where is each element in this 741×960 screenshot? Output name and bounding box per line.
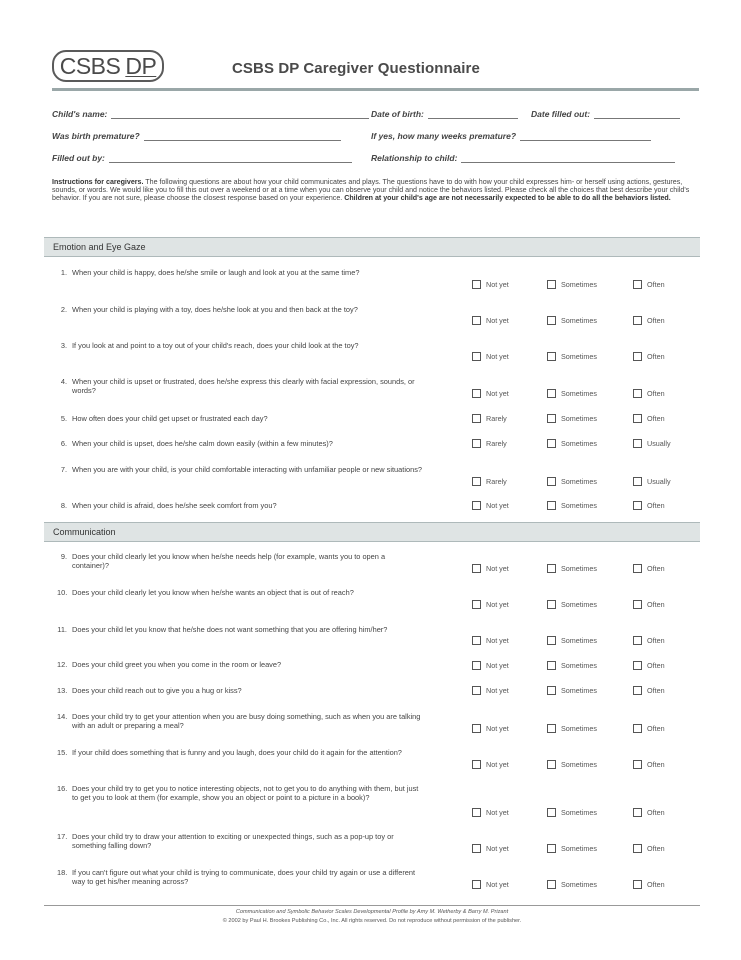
answer-option[interactable] bbox=[547, 477, 597, 486]
answer-option[interactable] bbox=[472, 724, 509, 733]
relationship-line[interactable] bbox=[461, 153, 675, 163]
checkbox[interactable] bbox=[633, 724, 642, 733]
question-number: 2. bbox=[60, 305, 67, 314]
option-label: Sometimes bbox=[561, 501, 597, 510]
question-text: Does your child try to draw your attention to exciting or unexpected things, such as a pop-up toy or something falling down? bbox=[72, 832, 394, 851]
checkbox[interactable] bbox=[472, 600, 481, 609]
checkbox[interactable] bbox=[633, 808, 642, 817]
answer-option[interactable] bbox=[472, 414, 507, 423]
answer-option[interactable] bbox=[547, 600, 597, 609]
option-label: Not yet bbox=[486, 600, 509, 609]
footer-copyright: © 2002 by Paul H. Brookes Publishing Co., Inc. All rights reserved. Do not reproduce without permission of the publisher. bbox=[222, 918, 522, 924]
answer-option[interactable] bbox=[633, 600, 665, 609]
answer-option[interactable] bbox=[472, 564, 509, 573]
option-label: Not yet bbox=[486, 808, 509, 817]
checkbox[interactable] bbox=[472, 477, 481, 486]
date-filled-line[interactable] bbox=[594, 109, 680, 119]
option-label: Sometimes bbox=[561, 686, 597, 695]
answer-option[interactable] bbox=[633, 477, 671, 486]
option-label: Often bbox=[647, 661, 665, 670]
answer-option[interactable] bbox=[472, 389, 509, 398]
child-name-field[interactable] bbox=[52, 109, 369, 119]
answer-option[interactable] bbox=[547, 501, 597, 510]
weeks-premature-line[interactable] bbox=[520, 131, 651, 141]
answer-option[interactable] bbox=[633, 280, 665, 289]
option-label: Not yet bbox=[486, 880, 509, 889]
answer-option[interactable] bbox=[547, 389, 597, 398]
option-label: Often bbox=[647, 844, 665, 853]
question-number: 9. bbox=[60, 552, 67, 561]
option-label: Sometimes bbox=[561, 600, 597, 609]
answer-option[interactable] bbox=[633, 760, 665, 769]
question-number: 5. bbox=[60, 414, 67, 423]
answer-option[interactable] bbox=[547, 439, 597, 448]
answer-option[interactable] bbox=[547, 352, 597, 361]
question-text: When you are with your child, is your child comfortable interacting with unfamiliar people or new situations? bbox=[72, 465, 422, 474]
checkbox[interactable] bbox=[472, 352, 481, 361]
footer-rule bbox=[44, 905, 700, 906]
answer-option[interactable] bbox=[472, 760, 509, 769]
answer-option[interactable] bbox=[472, 501, 509, 510]
answer-option[interactable] bbox=[633, 636, 665, 645]
option-label: Often bbox=[647, 389, 665, 398]
answer-option[interactable] bbox=[633, 686, 665, 695]
section-title: Communication bbox=[53, 527, 116, 537]
logo-dp: DP bbox=[125, 52, 157, 79]
date-filled-label: Date filled out: bbox=[531, 109, 591, 119]
option-label: Sometimes bbox=[561, 439, 597, 448]
option-label: Not yet bbox=[486, 760, 509, 769]
checkbox[interactable] bbox=[547, 352, 556, 361]
option-label: Sometimes bbox=[561, 724, 597, 733]
option-label: Sometimes bbox=[561, 280, 597, 289]
instructions bbox=[52, 178, 699, 203]
instructions-lead: Instructions for caregivers. bbox=[52, 178, 144, 186]
option-label: Usually bbox=[647, 439, 671, 448]
option-label: Not yet bbox=[486, 686, 509, 695]
weeks-premature-label: If yes, how many weeks premature? bbox=[371, 131, 517, 141]
checkbox[interactable] bbox=[547, 414, 556, 423]
relationship-field[interactable] bbox=[371, 153, 675, 163]
option-label: Often bbox=[647, 352, 665, 361]
answer-option[interactable] bbox=[633, 414, 665, 423]
checkbox[interactable] bbox=[547, 686, 556, 695]
option-label: Not yet bbox=[486, 636, 509, 645]
option-label: Often bbox=[647, 808, 665, 817]
question-number: 14. bbox=[57, 712, 68, 721]
option-label: Rarely bbox=[486, 439, 507, 448]
option-label: Sometimes bbox=[561, 389, 597, 398]
relationship-label: Relationship to child: bbox=[371, 153, 458, 163]
answer-option[interactable] bbox=[633, 844, 665, 853]
checkbox[interactable] bbox=[547, 844, 556, 853]
section-header-emotion bbox=[44, 237, 700, 257]
option-label: Often bbox=[647, 686, 665, 695]
option-label: Not yet bbox=[486, 501, 509, 510]
option-label: Not yet bbox=[486, 352, 509, 361]
answer-option[interactable] bbox=[547, 760, 597, 769]
question-number: 11. bbox=[57, 625, 67, 634]
answer-option[interactable] bbox=[472, 280, 509, 289]
option-label: Often bbox=[647, 760, 665, 769]
question-text: How often does your child get upset or frustrated each day? bbox=[72, 414, 268, 423]
question-number: 17. bbox=[57, 832, 68, 841]
option-label: Often bbox=[647, 414, 665, 423]
checkbox[interactable] bbox=[633, 844, 642, 853]
question-text: Does your child greet you when you come in the room or leave? bbox=[72, 660, 282, 669]
checkbox[interactable] bbox=[633, 414, 642, 423]
option-label: Often bbox=[647, 880, 665, 889]
checkbox[interactable] bbox=[547, 501, 556, 510]
checkbox[interactable] bbox=[472, 439, 481, 448]
answer-option[interactable] bbox=[547, 636, 597, 645]
answer-option[interactable] bbox=[633, 808, 665, 817]
question-text: When your child is upset, does he/she calm down easily (within a few minutes)? bbox=[72, 439, 333, 448]
checkbox[interactable] bbox=[547, 724, 556, 733]
option-label: Not yet bbox=[486, 844, 509, 853]
option-label: Often bbox=[647, 316, 665, 325]
checkbox[interactable] bbox=[633, 760, 642, 769]
option-label: Sometimes bbox=[561, 844, 597, 853]
child-name-line[interactable] bbox=[111, 109, 369, 119]
option-label: Not yet bbox=[486, 316, 509, 325]
logo-csbs: CSBS bbox=[59, 52, 121, 79]
question-text: Does your child let you know that he/she does not want something that you are offering him/her? bbox=[72, 625, 388, 634]
question-text: Does your child clearly let you know when he/she needs help (for example, wants you to open a container)? bbox=[72, 552, 386, 571]
csbs-dp-logo bbox=[52, 50, 164, 82]
premature-field[interactable] bbox=[52, 131, 341, 141]
option-label: Rarely bbox=[486, 414, 507, 423]
checkbox[interactable] bbox=[633, 352, 642, 361]
answer-option[interactable] bbox=[547, 564, 597, 573]
dob-field[interactable] bbox=[371, 109, 518, 119]
checkbox[interactable] bbox=[472, 316, 481, 325]
footer-credit: Communication and Symbolic Behavior Scales Developmental Profile by Amy M. Wetherby & Barry M. Prizant bbox=[235, 909, 509, 915]
option-label: Sometimes bbox=[561, 477, 597, 486]
question-text: Does your child try to get your attention when you are busy doing something, such as when you are talking with an adult or preparing a meal? bbox=[72, 712, 421, 731]
option-label: Sometimes bbox=[561, 880, 597, 889]
question-number: 1. bbox=[60, 268, 67, 277]
option-label: Not yet bbox=[486, 661, 509, 670]
checkbox[interactable] bbox=[633, 661, 642, 670]
question-text: When your child is playing with a toy, does he/she look at you and then back at the toy? bbox=[72, 305, 358, 314]
answer-option[interactable] bbox=[633, 501, 665, 510]
checkbox[interactable] bbox=[472, 724, 481, 733]
checkbox[interactable] bbox=[633, 316, 642, 325]
answer-option[interactable] bbox=[633, 724, 665, 733]
checkbox[interactable] bbox=[547, 661, 556, 670]
option-label: Often bbox=[647, 501, 665, 510]
checkbox[interactable] bbox=[472, 414, 481, 423]
answer-option[interactable] bbox=[633, 316, 665, 325]
checkbox[interactable] bbox=[633, 636, 642, 645]
question-number: 4. bbox=[60, 377, 67, 386]
question-text: When your child is upset or frustrated, does he/she express this clearly with facial expression, sounds, or words? bbox=[72, 377, 415, 396]
option-label: Often bbox=[647, 724, 665, 733]
option-label: Sometimes bbox=[561, 352, 597, 361]
answer-option[interactable] bbox=[547, 724, 597, 733]
question-number: 10. bbox=[57, 588, 68, 597]
page-title: CSBS DP Caregiver Questionnaire bbox=[232, 60, 480, 77]
question-text: Does your child clearly let you know when he/she wants an object that is out of reach? bbox=[72, 588, 354, 597]
option-label: Sometimes bbox=[561, 316, 597, 325]
answer-option[interactable] bbox=[472, 316, 509, 325]
instructions-bold-end: Children at your child's age are not necessarily expected to be able to do all the behaviors listed. bbox=[344, 194, 671, 203]
checkbox[interactable] bbox=[547, 760, 556, 769]
checkbox[interactable] bbox=[472, 564, 481, 573]
answer-option[interactable] bbox=[472, 661, 509, 670]
child-name-label: Child's name: bbox=[52, 109, 108, 119]
filled-by-line[interactable] bbox=[109, 153, 352, 163]
answer-option[interactable] bbox=[547, 661, 597, 670]
checkbox[interactable] bbox=[633, 477, 642, 486]
question-text: If you look at and point to a toy out of your child's reach, does your child look at the toy? bbox=[72, 341, 359, 350]
checkbox[interactable] bbox=[472, 501, 481, 510]
checkbox[interactable] bbox=[547, 477, 556, 486]
answer-option[interactable] bbox=[547, 414, 597, 423]
weeks-premature-field[interactable] bbox=[371, 131, 651, 141]
answer-option[interactable] bbox=[547, 280, 597, 289]
option-label: Sometimes bbox=[561, 661, 597, 670]
option-label: Sometimes bbox=[561, 564, 597, 573]
answer-option[interactable] bbox=[633, 661, 665, 670]
checkbox[interactable] bbox=[633, 880, 642, 889]
filled-by-field[interactable] bbox=[52, 153, 352, 163]
question-number: 12. bbox=[57, 660, 68, 669]
option-label: Often bbox=[647, 280, 665, 289]
section-header-communication bbox=[44, 522, 700, 542]
dob-label: Date of birth: bbox=[371, 109, 424, 119]
question-text: If you can't figure out what your child is trying to communicate, does your child try again or use a different way to get his/her meaning across? bbox=[72, 868, 416, 887]
answer-option[interactable] bbox=[472, 686, 509, 695]
question-text: If your child does something that is funny and you laugh, does your child do it again for the attention? bbox=[72, 748, 402, 757]
option-label: Usually bbox=[647, 477, 671, 486]
checkbox[interactable] bbox=[633, 280, 642, 289]
checkbox[interactable] bbox=[547, 439, 556, 448]
option-label: Not yet bbox=[486, 280, 509, 289]
checkbox[interactable] bbox=[547, 636, 556, 645]
answer-option[interactable] bbox=[547, 844, 597, 853]
answer-option[interactable] bbox=[472, 808, 509, 817]
checkbox[interactable] bbox=[472, 760, 481, 769]
checkbox[interactable] bbox=[472, 844, 481, 853]
answer-option[interactable] bbox=[633, 564, 665, 573]
answer-option[interactable] bbox=[633, 439, 671, 448]
question-text: When your child is happy, does he/she smile or laugh and look at you at the same time? bbox=[72, 268, 360, 277]
question-number: 7. bbox=[60, 465, 67, 474]
question-number: 16. bbox=[57, 784, 68, 793]
checkbox[interactable] bbox=[472, 880, 481, 889]
answer-option[interactable] bbox=[547, 316, 597, 325]
question-number: 8. bbox=[60, 501, 67, 510]
section-title: Emotion and Eye Gaze bbox=[53, 242, 146, 252]
checkbox[interactable] bbox=[633, 439, 642, 448]
filled-by-label: Filled out by: bbox=[52, 153, 105, 163]
question-text: Does your child try to get you to notice interesting objects, not to get you to do anything with them, but just to get you to look at them (for example, show you an object or point to a picture in a book)? bbox=[72, 784, 419, 803]
option-label: Sometimes bbox=[561, 808, 597, 817]
option-label: Sometimes bbox=[561, 760, 597, 769]
option-label: Rarely bbox=[486, 477, 507, 486]
option-label: Not yet bbox=[486, 724, 509, 733]
question-number: 18. bbox=[57, 868, 68, 877]
checkbox[interactable] bbox=[547, 600, 556, 609]
option-label: Sometimes bbox=[561, 414, 597, 423]
checkbox[interactable] bbox=[547, 808, 556, 817]
answer-option[interactable] bbox=[472, 600, 509, 609]
answer-option[interactable] bbox=[547, 808, 597, 817]
answer-option[interactable] bbox=[472, 477, 507, 486]
checkbox[interactable] bbox=[633, 564, 642, 573]
option-label: Not yet bbox=[486, 389, 509, 398]
question-number: 13. bbox=[57, 686, 68, 695]
dob-line[interactable] bbox=[428, 109, 518, 119]
premature-line[interactable] bbox=[144, 131, 341, 141]
option-label: Often bbox=[647, 600, 665, 609]
question-number: 6. bbox=[60, 439, 67, 448]
checkbox[interactable] bbox=[547, 316, 556, 325]
answer-option[interactable] bbox=[547, 880, 597, 889]
checkbox[interactable] bbox=[633, 501, 642, 510]
answer-option[interactable] bbox=[633, 389, 665, 398]
option-label: Not yet bbox=[486, 564, 509, 573]
checkbox[interactable] bbox=[633, 389, 642, 398]
option-label: Often bbox=[647, 564, 665, 573]
checkbox[interactable] bbox=[472, 636, 481, 645]
checkbox[interactable] bbox=[472, 280, 481, 289]
question-number: 15. bbox=[57, 748, 68, 757]
answer-option[interactable] bbox=[472, 880, 509, 889]
answer-option[interactable] bbox=[472, 636, 509, 645]
instructions-body: The following questions are about how your child communicates and plays. The questions have to do with how your child expresses him- or herself using actions, gestures, sounds, or words. We would like you to fill this out over a weekend or at a time when you can observe your child and notice the behaviors listed. Please check all the choices that best describe your child's behavior. If you are not sure, please choose the closest response based on your experience. bbox=[52, 178, 690, 203]
answer-option[interactable] bbox=[472, 352, 509, 361]
premature-label: Was birth premature? bbox=[52, 131, 140, 141]
answer-option[interactable] bbox=[547, 686, 597, 695]
checkbox[interactable] bbox=[547, 389, 556, 398]
checkbox[interactable] bbox=[547, 564, 556, 573]
checkbox[interactable] bbox=[472, 661, 481, 670]
answer-option[interactable] bbox=[472, 439, 507, 448]
checkbox[interactable] bbox=[547, 880, 556, 889]
header-rule bbox=[52, 88, 699, 91]
answer-option[interactable] bbox=[633, 352, 665, 361]
date-filled-field[interactable] bbox=[531, 109, 680, 119]
checkbox[interactable] bbox=[472, 686, 481, 695]
checkbox[interactable] bbox=[472, 389, 481, 398]
option-label: Often bbox=[647, 636, 665, 645]
answer-option[interactable] bbox=[472, 844, 509, 853]
question-text: When your child is afraid, does he/she seek comfort from you? bbox=[72, 501, 277, 510]
question-text: Does your child reach out to give you a hug or kiss? bbox=[72, 686, 242, 695]
checkbox[interactable] bbox=[633, 686, 642, 695]
checkbox[interactable] bbox=[472, 808, 481, 817]
checkbox[interactable] bbox=[547, 280, 556, 289]
question-number: 3. bbox=[60, 341, 67, 350]
option-label: Sometimes bbox=[561, 636, 597, 645]
answer-option[interactable] bbox=[633, 880, 665, 889]
checkbox[interactable] bbox=[633, 600, 642, 609]
